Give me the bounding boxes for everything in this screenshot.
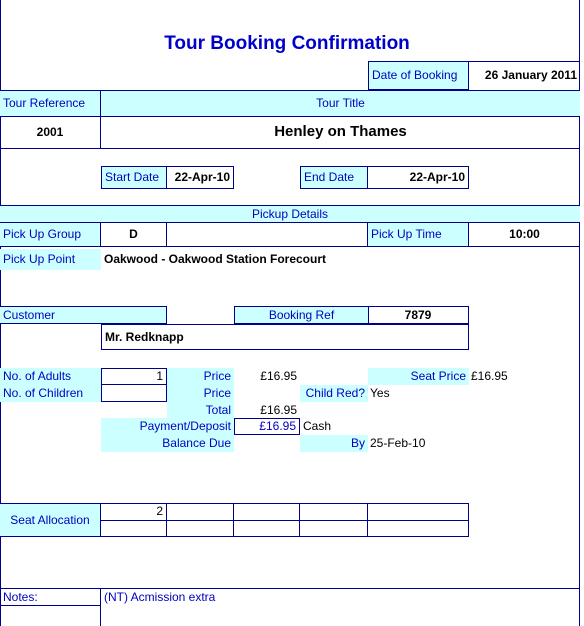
booking-ref-value: 7879: [368, 306, 469, 324]
adults-label: No. of Adults: [0, 368, 101, 385]
end-date-value: 22-Apr-10: [368, 166, 469, 189]
child-price-value: [234, 385, 300, 402]
payment-method-value: Cash: [303, 419, 332, 433]
start-date-value: 22-Apr-10: [167, 166, 234, 189]
child-red-value: Yes: [370, 386, 390, 400]
seat-price-value: £16.95: [471, 369, 508, 383]
seat-allocation-cell-3: [234, 503, 300, 520]
customer-name-value: Mr. Redknapp: [101, 324, 469, 350]
seat-allocation-cell-5: [368, 503, 469, 520]
seat-allocation-cell-10: [368, 520, 469, 537]
date-of-booking-value: 26 January 2011: [469, 61, 580, 90]
date-of-booking-label: Date of Booking: [368, 61, 469, 90]
payment-deposit-label: Payment/Deposit: [101, 418, 234, 435]
tour-reference-value: 2001: [0, 117, 101, 149]
by-label: By: [300, 435, 368, 452]
payment-deposit-value: £16.95: [234, 418, 300, 435]
tour-title-label: Tour Title: [101, 90, 580, 117]
seat-allocation-cell-2: [167, 503, 234, 520]
tour-reference-label: Tour Reference: [0, 90, 101, 117]
balance-due-label: Balance Due: [101, 435, 234, 452]
seat-allocation-cell-8: [234, 520, 300, 537]
seat-allocation-cell-7: [167, 520, 234, 537]
pickup-blank-cell: [167, 223, 368, 247]
customer-label: Customer: [0, 306, 167, 324]
notes-value: (NT) Acmission extra: [104, 590, 216, 604]
start-date-label: Start Date: [101, 166, 167, 189]
adults-value: 1: [101, 368, 167, 385]
children-label: No. of Children: [0, 385, 101, 402]
total-label: Total: [167, 402, 234, 418]
adult-price-label: Price: [167, 368, 234, 385]
seat-allocation-label: Seat Allocation: [0, 503, 101, 537]
seat-allocation-cell-4: [300, 503, 368, 520]
total-value: £16.95: [260, 403, 297, 417]
by-date-value: 25-Feb-10: [370, 436, 426, 450]
pickup-point-value: Oakwood - Oakwood Station Forecourt: [104, 252, 327, 266]
pickup-time-value: 10:00: [469, 223, 580, 247]
pickup-group-label: Pick Up Group: [0, 223, 101, 247]
pickup-point-label: Pick Up Point: [0, 249, 101, 270]
page-title: Tour Booking Confirmation: [164, 33, 410, 54]
child-red-label: Child Red?: [300, 385, 368, 402]
adult-price-value: £16.95: [260, 369, 297, 383]
seat-allocation-cell-9: [300, 520, 368, 537]
notes-label: Notes:: [0, 589, 101, 606]
seat-price-label: Seat Price: [368, 368, 469, 385]
end-date-label: End Date: [300, 166, 368, 189]
pickup-time-label: Pick Up Time: [368, 223, 469, 247]
pickup-group-value: D: [101, 223, 167, 247]
seat-allocation-cell-1: 2: [101, 503, 167, 520]
child-price-label: Price: [167, 385, 234, 402]
tour-title-value: Henley on Thames: [101, 117, 580, 149]
children-value: [101, 385, 167, 402]
booking-ref-label: Booking Ref: [234, 306, 369, 324]
pickup-details-header: Pickup Details: [0, 205, 580, 223]
notes-box: [0, 606, 101, 626]
balance-due-value: [234, 435, 300, 452]
seat-allocation-cell-6: [101, 520, 167, 537]
